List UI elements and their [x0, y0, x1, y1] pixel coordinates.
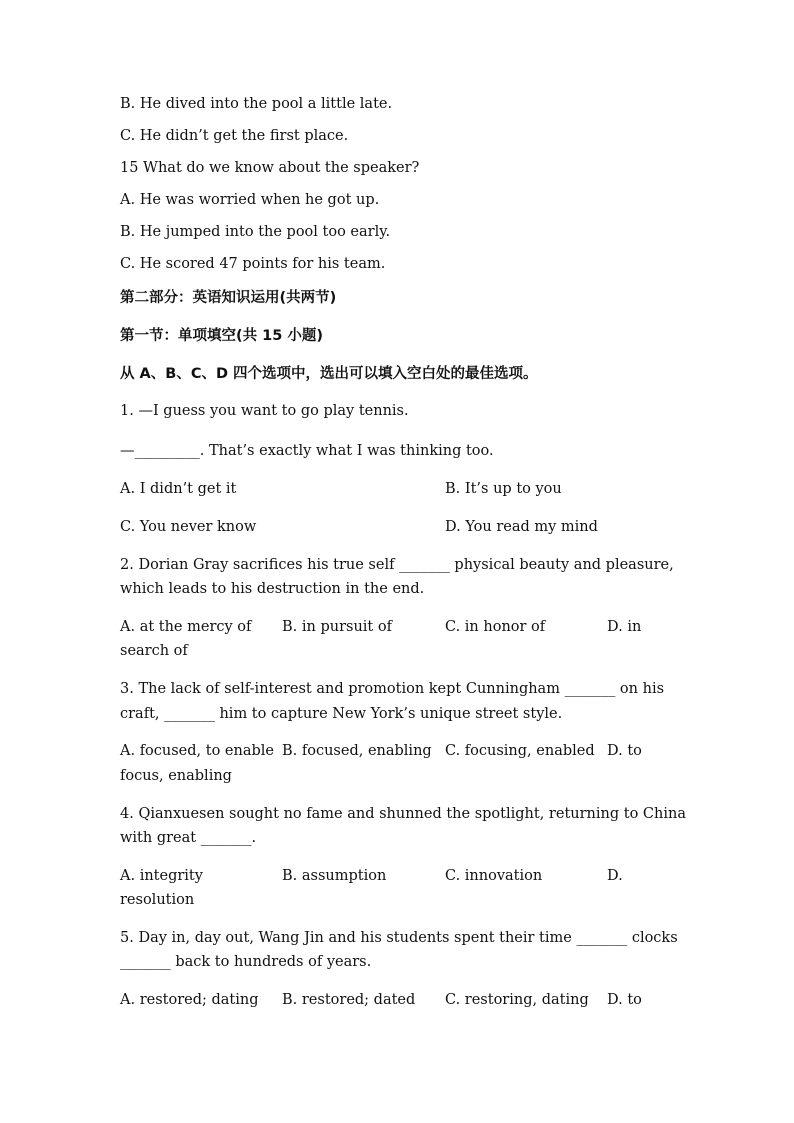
option-d: D. in: [607, 619, 642, 635]
option-b: B. assumption: [282, 868, 387, 884]
q15-option-c: C. He scored 47 points for his team.: [120, 256, 386, 272]
question-stem: _______ back to hundreds of years.: [120, 954, 372, 970]
option-a: A. focused, to enable: [120, 743, 274, 759]
question-stem: 1. —I guess you want to go play tennis.: [120, 403, 409, 419]
option-d-wrap: focus, enabling: [120, 768, 232, 784]
question-stem: 4. Qianxuesen sought no fame and shunned the spotlight, returning to China: [120, 806, 686, 822]
option-b: B. It’s up to you: [445, 481, 562, 497]
option-c: C. innovation: [445, 868, 543, 884]
q15-stem: 15 What do we know about the speaker?: [120, 160, 420, 176]
option-a: A. integrity: [120, 868, 203, 884]
q15-option-a: A. He was worried when he got up.: [120, 192, 380, 208]
option-d-wrap: resolution: [120, 892, 195, 908]
option-c: C. restoring, dating: [445, 992, 589, 1008]
part-heading: 第二部分：英语知识运用(共两节): [120, 290, 337, 306]
option-a: A. at the mercy of: [120, 619, 252, 635]
instructions: 从 A、B、C、D 四个选项中，选出可以填入空白处的最佳选项。: [120, 366, 538, 382]
option-b: B. restored; dated: [282, 992, 416, 1008]
option-c: C. You never know: [120, 519, 257, 535]
question-stem: 3. The lack of self-interest and promotion kept Cunningham _______ on his: [120, 681, 665, 697]
option-a: A. I didn’t get it: [120, 481, 237, 497]
option-d: D. to: [607, 992, 642, 1008]
question-stem: craft, _______ him to capture New York’s unique street style.: [120, 706, 563, 722]
option-b: B. in pursuit of: [282, 619, 392, 635]
q14-option-b: B. He dived into the pool a little late.: [120, 96, 393, 112]
q15-option-b: B. He jumped into the pool too early.: [120, 224, 391, 240]
question-stem: which leads to his destruction in the end.: [120, 581, 425, 597]
q14-option-c: C. He didn’t get the first place.: [120, 128, 349, 144]
question-stem: with great _______.: [120, 830, 257, 846]
section-heading: 第一节：单项填空(共 15 小题): [120, 328, 324, 344]
option-d-wrap: search of: [120, 643, 188, 659]
question-stem: 2. Dorian Gray sacrifices his true self _______ physical beauty and pleasure,: [120, 557, 674, 573]
option-b: B. focused, enabling: [282, 743, 432, 759]
option-a: A. restored; dating: [120, 992, 259, 1008]
option-c: C. focusing, enabled: [445, 743, 595, 759]
question-stem: 5. Day in, day out, Wang Jin and his students spent their time _______ clocks: [120, 930, 678, 946]
option-d: D.: [607, 868, 623, 884]
question-stem: —_________. That’s exactly what I was thinking too.: [120, 443, 494, 459]
option-c: C. in honor of: [445, 619, 546, 635]
option-d: D. You read my mind: [445, 519, 598, 535]
option-d: D. to: [607, 743, 642, 759]
